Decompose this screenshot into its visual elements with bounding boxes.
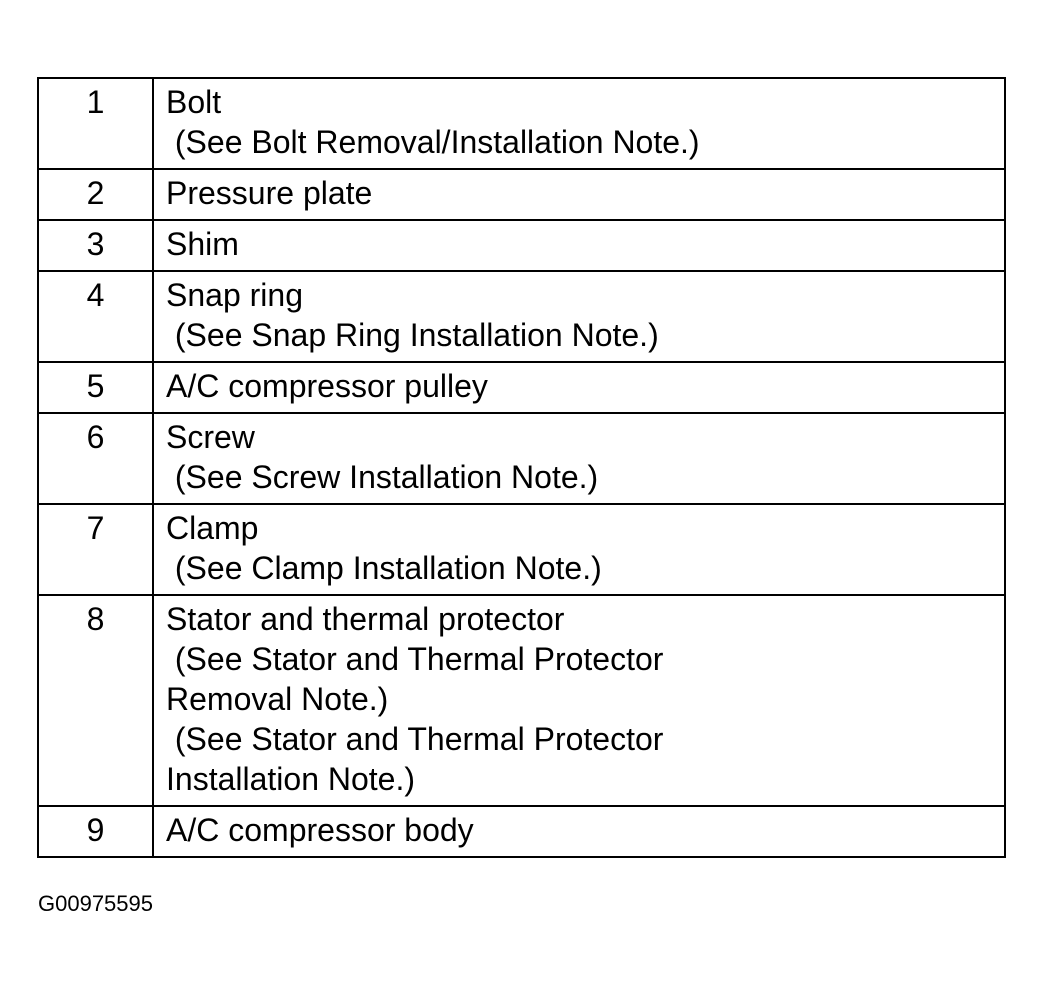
part-number-cell [38, 169, 153, 220]
part-note: Installation Note.) [166, 761, 416, 797]
part-name: Stator and thermal protector [166, 601, 565, 637]
part-number: 4 [86, 277, 105, 313]
table-row [38, 595, 1005, 806]
parts-table [37, 77, 1006, 858]
part-number-cell [38, 271, 153, 362]
table-row [38, 413, 1005, 504]
part-note: (See Clamp Installation Note.) [166, 550, 602, 586]
part-description-cell [153, 220, 1005, 271]
part-description-cell [153, 271, 1005, 362]
part-description-cell [153, 806, 1005, 857]
part-number: 9 [86, 812, 105, 848]
part-description-cell [153, 413, 1005, 504]
part-note: (See Bolt Removal/Installation Note.) [166, 124, 700, 160]
part-number-cell [38, 362, 153, 413]
table-row [38, 169, 1005, 220]
part-number-cell [38, 595, 153, 806]
part-number: 6 [86, 419, 105, 455]
part-number-cell [38, 220, 153, 271]
part-description-cell [153, 595, 1005, 806]
part-number: 7 [86, 510, 105, 546]
part-note: (See Snap Ring Installation Note.) [166, 317, 659, 353]
part-description-cell [153, 504, 1005, 595]
part-number: 1 [86, 84, 105, 120]
part-note: Removal Note.) [166, 681, 389, 717]
part-note: (See Screw Installation Note.) [166, 459, 599, 495]
part-number-cell [38, 504, 153, 595]
parts-table-body [38, 78, 1005, 857]
part-name: Pressure plate [166, 175, 373, 211]
part-name: Screw [166, 419, 255, 455]
part-number: 5 [86, 368, 105, 404]
part-description-cell [153, 169, 1005, 220]
table-row [38, 504, 1005, 595]
part-name: Snap ring [166, 277, 303, 313]
part-number-cell [38, 806, 153, 857]
part-note: (See Stator and Thermal Protector [166, 641, 664, 677]
part-name: Clamp [166, 510, 259, 546]
part-note: (See Stator and Thermal Protector [166, 721, 664, 757]
table-row [38, 271, 1005, 362]
part-number: 8 [86, 601, 105, 637]
table-row [38, 78, 1005, 169]
part-name: A/C compressor body [166, 812, 474, 848]
part-number-cell [38, 78, 153, 169]
part-name: A/C compressor pulley [166, 368, 488, 404]
part-number-cell [38, 413, 153, 504]
part-number: 2 [86, 175, 105, 211]
table-row [38, 362, 1005, 413]
part-name: Shim [166, 226, 239, 262]
part-description-cell [153, 78, 1005, 169]
part-name: Bolt [166, 84, 222, 120]
table-row [38, 220, 1005, 271]
table-row [38, 806, 1005, 857]
part-description-cell [153, 362, 1005, 413]
part-number: 3 [86, 226, 105, 262]
figure-id: G00975595 [38, 891, 153, 916]
